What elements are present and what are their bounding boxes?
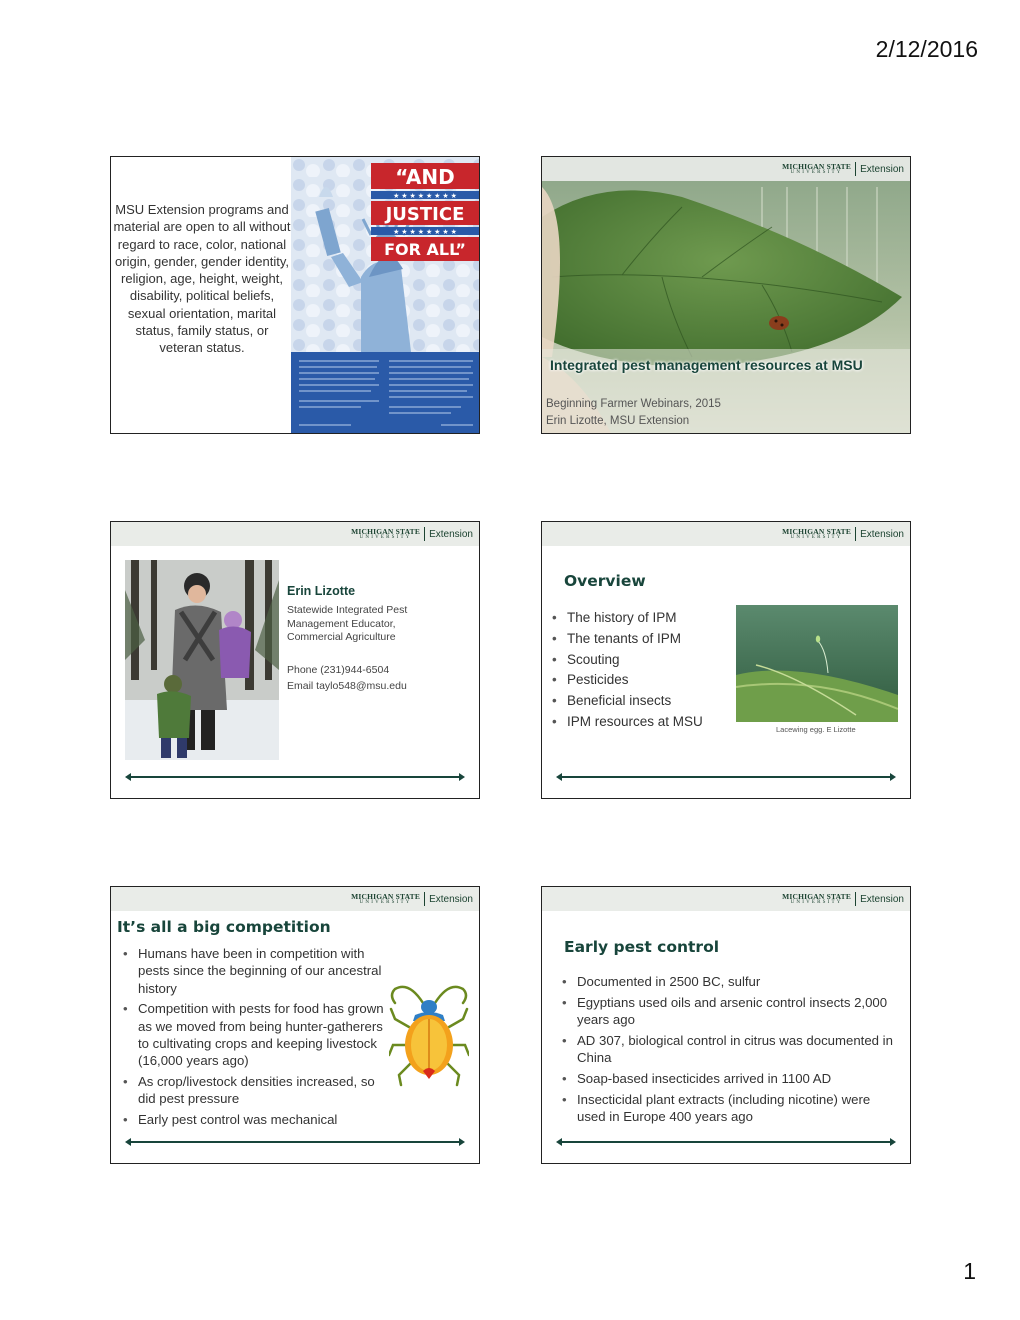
early-pest-control-list xyxy=(562,973,902,1129)
lacewing-egg-photo xyxy=(736,605,898,722)
photo-caption: Lacewing egg. E Lizotte xyxy=(776,725,856,734)
footer-arrow-line xyxy=(560,1141,892,1143)
footer-arrow-line xyxy=(129,1141,461,1143)
poster-stars-2: ★ ★ ★ ★ ★ ★ ★ ★ xyxy=(393,229,457,236)
msu-extension-logo: MICHIGAN STATE UNIVERSITY Extension xyxy=(351,526,473,541)
presenter-name: Erin Lizotte xyxy=(287,584,356,598)
msu-header-bar xyxy=(111,887,479,911)
beetle-icon xyxy=(389,979,469,1089)
slide-2-title xyxy=(541,156,911,434)
poster-line1: “AND xyxy=(395,165,455,189)
list-item: • Early pest control was mechanical xyxy=(123,1111,393,1128)
list-item: • AD 307, biological control in citrus was documented in China xyxy=(562,1032,902,1067)
list-item: • The tenants of IPM xyxy=(552,629,703,650)
nondiscrimination-statement: MSU Extension programs and material are open to all without regard to race, color, national origin, gender, gender identity, religion, age, height, weight, disability, political beliefs, sexual orientation, marital status, family status, or veteran status. xyxy=(113,202,291,356)
msu-header-bar xyxy=(542,157,910,181)
list-item: • Soap-based insecticides arrived in 1100 AD xyxy=(562,1070,902,1087)
page-date: 2/12/2016 xyxy=(875,36,978,62)
msu-header-bar xyxy=(111,522,479,546)
msu-extension-logo: MICHIGAN STATE UNIVERSITY Extension xyxy=(782,526,904,541)
overview-list xyxy=(552,608,703,733)
list-item: • The history of IPM xyxy=(552,608,703,629)
msu-extension-logo: MICHIGAN STATE UNIVERSITY Extension xyxy=(782,891,904,906)
presenter-family-photo xyxy=(125,560,279,760)
list-item: • Beneficial insects xyxy=(552,691,703,712)
slide-3-presenter xyxy=(110,521,480,799)
msu-header-bar xyxy=(542,522,910,546)
page-number: 1 xyxy=(963,1258,976,1284)
msu-extension-logo: MICHIGAN STATE UNIVERSITY Extension xyxy=(351,891,473,906)
list-item: • Humans have been in competition with pests since the beginning of our ancestral history xyxy=(123,945,393,997)
slide-title: Early pest control xyxy=(564,938,720,956)
slide-title: It’s all a big competition xyxy=(117,918,331,936)
slide-6-early-pest-control xyxy=(541,886,911,1164)
msu-extension-logo: MICHIGAN STATE UNIVERSITY Extension xyxy=(782,161,904,176)
slide-4-overview xyxy=(541,521,911,799)
and-justice-for-all-poster xyxy=(291,157,480,434)
competition-list xyxy=(123,945,393,1132)
presenter-email: Email taylo548@msu.edu xyxy=(287,680,407,692)
ladybug-leaf-photo xyxy=(542,157,911,434)
slide-1-nondiscrimination xyxy=(110,156,480,434)
footer-arrow-line xyxy=(129,776,461,778)
poster-line2: JUSTICE xyxy=(385,204,465,225)
presentation-subtitle-event: Beginning Farmer Webinars, 2015 xyxy=(546,398,721,410)
slide-5-competition xyxy=(110,886,480,1164)
poster-stars-1: ★ ★ ★ ★ ★ ★ ★ ★ xyxy=(393,193,457,200)
msu-header-bar xyxy=(542,887,910,911)
presenter-role: Statewide Integrated Pest Management Educator, Commercial Agriculture xyxy=(287,604,408,643)
list-item: • Documented in 2500 BC, sulfur xyxy=(562,973,902,990)
presentation-subtitle-author: Erin Lizotte, MSU Extension xyxy=(546,415,690,427)
presenter-phone: Phone (231)944-6504 xyxy=(287,664,390,676)
slide-title: Overview xyxy=(564,572,646,590)
poster-line3: FOR ALL” xyxy=(384,240,466,259)
footer-arrow-line xyxy=(560,776,892,778)
list-item: • Scouting xyxy=(552,650,703,671)
list-item: • Egyptians used oils and arsenic control insects 2,000 years ago xyxy=(562,994,902,1029)
list-item: • As crop/livestock densities increased, so did pest pressure xyxy=(123,1073,393,1108)
list-item: • Insecticidal plant extracts (including nicotine) were used in Europe 400 years ago xyxy=(562,1091,902,1126)
list-item: • Pesticides xyxy=(552,670,703,691)
presentation-title: Integrated pest management resources at MSU xyxy=(550,357,863,373)
list-item: • IPM resources at MSU xyxy=(552,712,703,733)
list-item: • Competition with pests for food has grown as we moved from being hunter-gatherers to cultivating crops and keeping livestock (16,000 years ago) xyxy=(123,1000,393,1069)
